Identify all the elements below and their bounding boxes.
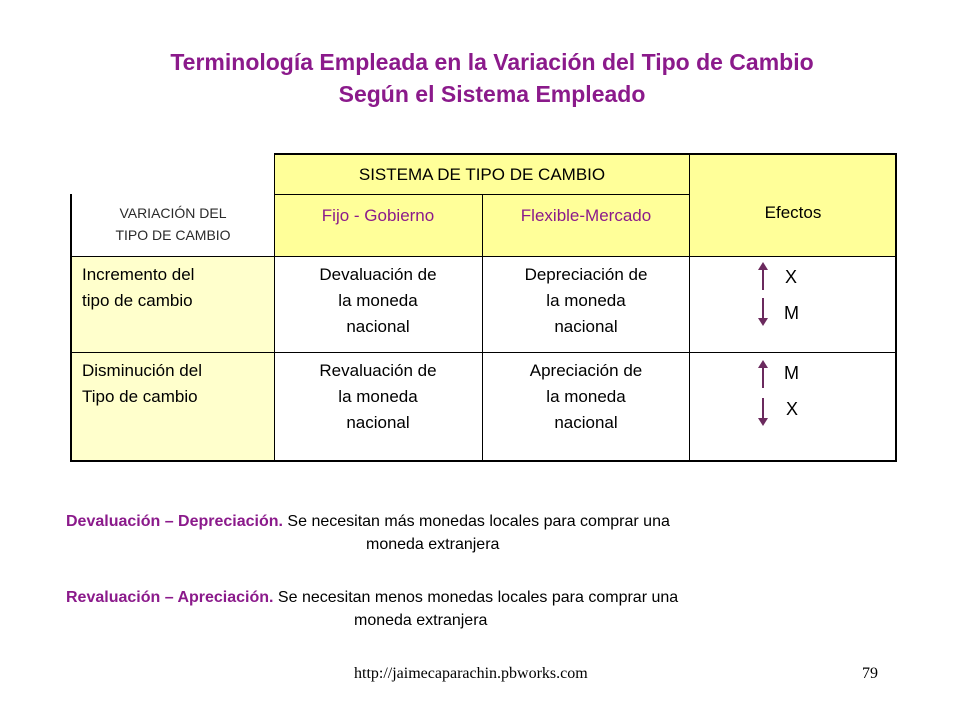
grid-line	[274, 153, 896, 155]
grid-line	[895, 153, 897, 462]
row-decrease-fixed-line-1: Revaluación de	[319, 361, 437, 380]
row-decrease-effects	[690, 352, 896, 460]
effects-header-text: Efectos	[764, 203, 822, 222]
row-increase-flexible-line-3: nacional	[554, 317, 618, 336]
system-header	[274, 155, 690, 195]
arrow-down-icon	[762, 298, 764, 320]
title-line-1: Terminología Empleada en la Variación del Tipo de Cambio	[170, 49, 814, 75]
row-increase-effects	[690, 256, 896, 352]
grid-line	[689, 153, 690, 462]
row-increase-label	[72, 256, 274, 352]
arrow-down-icon	[762, 398, 764, 420]
row-decrease-label-line-1: Disminución del	[82, 361, 202, 380]
note-revaluation-continuation: moneda extranjera	[354, 612, 488, 629]
grid-line	[70, 194, 72, 462]
flexible-column-header	[482, 195, 690, 256]
grid-line	[482, 195, 483, 462]
note-revaluation-text: Se necesitan menos monedas locales para comprar una	[273, 589, 679, 606]
row-decrease-flexible	[482, 352, 690, 460]
effect-down-letter: X	[786, 399, 799, 419]
row-increase-fixed-line-2: la moneda	[338, 291, 418, 310]
row-increase-label-line-1: Incremento del	[82, 265, 195, 284]
effect-up-letter: X	[785, 267, 798, 287]
effect-down-letter: M	[784, 303, 799, 323]
page-number: 79	[862, 665, 878, 682]
variation-header-line-1: VARIACIÓN DEL	[119, 205, 227, 221]
variation-header	[72, 195, 274, 256]
fixed-column-header	[274, 195, 482, 256]
row-increase-label-line-2: tipo de cambio	[82, 291, 193, 310]
row-decrease-label-line-2: Tipo de cambio	[82, 387, 198, 406]
note-devaluation-term: Devaluación – Depreciación.	[66, 513, 283, 530]
grid-line	[72, 460, 896, 462]
row-decrease-fixed-line-2: la moneda	[338, 387, 418, 406]
note-devaluation-continuation: moneda extranjera	[366, 536, 500, 553]
row-increase-flexible	[482, 256, 690, 352]
note-revaluation	[66, 587, 678, 609]
note-devaluation-text: Se necesitan más monedas locales para comprar una	[282, 513, 670, 530]
grid-line	[72, 352, 896, 353]
row-increase-fixed	[274, 256, 482, 352]
row-decrease-label	[72, 352, 274, 460]
footer-url: http://jaimecaparachin.pbworks.com	[354, 665, 588, 682]
grid-line	[72, 256, 896, 257]
title-line-2: Según el Sistema Empleado	[338, 81, 646, 107]
row-increase-flexible-line-2: la moneda	[546, 291, 626, 310]
note-devaluation	[66, 511, 670, 533]
effects-header	[690, 155, 896, 256]
row-decrease-fixed	[274, 352, 482, 460]
row-decrease-flexible-line-1: Apreciación de	[529, 361, 643, 380]
row-decrease-fixed-line-3: nacional	[346, 413, 410, 432]
effect-up-letter: M	[784, 363, 799, 383]
fixed-column-header-text: Fijo - Gobierno	[321, 206, 435, 225]
variation-header-line-2: TIPO DE CAMBIO	[115, 227, 231, 243]
row-decrease-flexible-line-2: la moneda	[546, 387, 626, 406]
row-increase-fixed-line-3: nacional	[346, 317, 410, 336]
row-decrease-flexible-line-3: nacional	[554, 413, 618, 432]
row-increase-flexible-line-1: Depreciación de	[524, 265, 648, 284]
grid-line	[274, 153, 275, 462]
note-revaluation-term: Revaluación – Apreciación.	[66, 589, 274, 606]
row-increase-fixed-line-1: Devaluación de	[319, 265, 437, 284]
system-header-text: SISTEMA DE TIPO DE CAMBIO	[358, 165, 606, 184]
flexible-column-header-text: Flexible-Mercado	[520, 206, 652, 225]
arrow-up-icon	[762, 268, 764, 290]
slide-title	[0, 46, 960, 110]
arrow-up-icon	[762, 366, 764, 388]
